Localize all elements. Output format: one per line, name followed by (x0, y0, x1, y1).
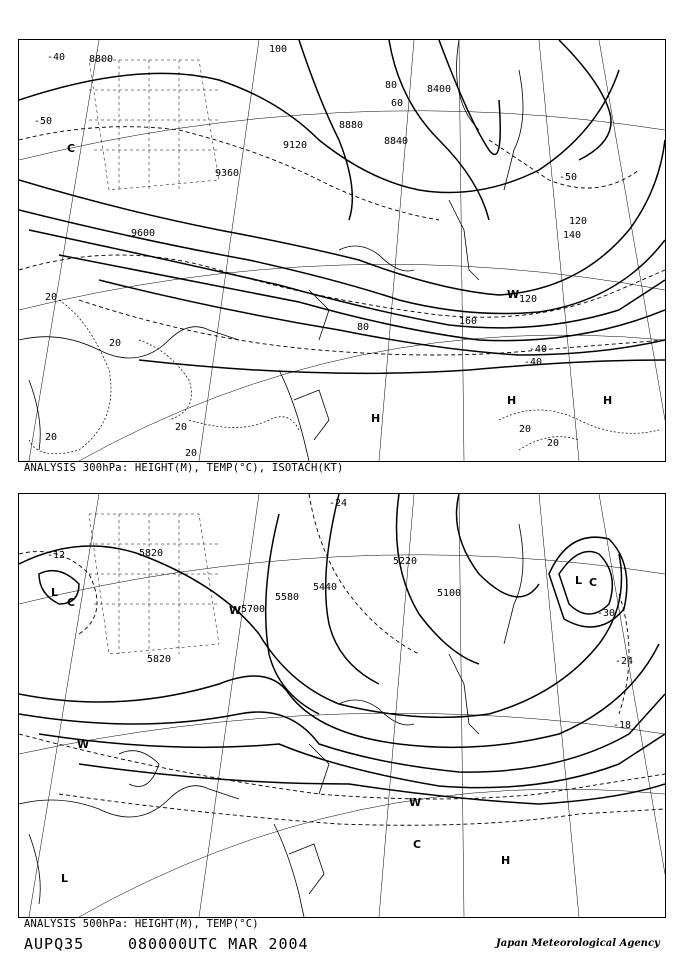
height-label: 8400 (427, 84, 452, 95)
low-pressure-marker: L (575, 574, 583, 587)
cold-center-marker: C (67, 142, 76, 155)
warm-center-marker: W (229, 604, 242, 617)
temperature-contours (19, 494, 665, 825)
temp-label: -12 (47, 550, 66, 561)
height-label: 5440 (313, 582, 338, 593)
valid-time: 080000UTC MAR 2004 (128, 935, 309, 953)
low-pressure-marker: L (61, 872, 69, 885)
low-pressure-marker: L (51, 586, 59, 599)
height-label: 5100 (437, 588, 462, 599)
isotach-label: 120 (519, 294, 538, 305)
temp-labels (47, 498, 633, 731)
isotach-label: 20 (519, 424, 532, 435)
isotach-label: 20 (45, 432, 58, 443)
height-labels (139, 548, 461, 665)
temp-label: -40 (524, 357, 543, 368)
panel-caption-500hpa: ANALYSIS 500hPa: HEIGHT(M), TEMP(°C) (24, 918, 259, 930)
terrain-hatch (89, 60, 219, 190)
high-pressure-marker: H (603, 394, 613, 407)
height-label: 5820 (147, 654, 172, 665)
height-label: 9360 (215, 168, 240, 179)
temp-label: -40 (529, 344, 548, 355)
isotach-label: 120 (569, 216, 588, 227)
isotach-label: 160 (459, 316, 478, 327)
high-pressure-marker: H (371, 412, 381, 425)
height-label: 8840 (384, 136, 409, 147)
warm-center-marker: W (77, 738, 90, 751)
isotach-label: 100 (269, 44, 288, 55)
graticule (19, 40, 665, 461)
height-label: 8800 (89, 54, 114, 65)
cold-center-marker: C (589, 576, 598, 589)
height-label: 9120 (283, 140, 308, 151)
height-label: 5700 (241, 604, 266, 615)
height-label: 5220 (393, 556, 418, 567)
agency-credit: Japan Meteorological Agency (496, 938, 660, 949)
cold-center-marker: C (67, 596, 76, 609)
isotach-label: 80 (357, 322, 370, 333)
isotach-label: 20 (185, 448, 198, 459)
height-label: 5580 (275, 592, 300, 603)
temp-label: -30 (597, 608, 616, 619)
warm-center-marker: W (409, 796, 422, 809)
temp-label: -50 (559, 172, 578, 183)
isotach-label: 20 (175, 422, 188, 433)
isotach-label: 80 (385, 80, 398, 91)
height-label: 5820 (139, 548, 164, 559)
isotach-label: 140 (563, 230, 582, 241)
temp-labels (34, 52, 577, 368)
temp-label: -18 (613, 720, 632, 731)
cold-center-marker: C (413, 838, 422, 851)
high-pressure-marker: H (501, 854, 511, 867)
temp-label: -50 (34, 116, 53, 127)
high-pressure-marker: H (507, 394, 517, 407)
height-label: 8880 (339, 120, 364, 131)
isotach-label: 20 (547, 438, 560, 449)
map-500hpa-canvas (19, 494, 665, 917)
isotach-label: 60 (391, 98, 404, 109)
height-label: 9600 (131, 228, 156, 239)
coastlines (19, 524, 523, 917)
map-panel-300hpa (18, 39, 666, 462)
map-300hpa-canvas (19, 40, 665, 461)
temp-label: -24 (615, 656, 634, 667)
isotach-label: 20 (45, 292, 58, 303)
chart-code: AUPQ35 (24, 935, 85, 953)
warm-center-marker: W (507, 288, 520, 301)
panel-caption-300hpa: ANALYSIS 300hPa: HEIGHT(M), TEMP(°C), ISOTACH(KT) (24, 462, 344, 474)
isotach-label: 20 (109, 338, 122, 349)
pressure-systems (51, 574, 597, 885)
terrain-hatch (89, 514, 219, 654)
temp-label: -40 (47, 52, 66, 63)
map-panel-500hpa (18, 493, 666, 918)
temp-label: -24 (329, 498, 348, 509)
